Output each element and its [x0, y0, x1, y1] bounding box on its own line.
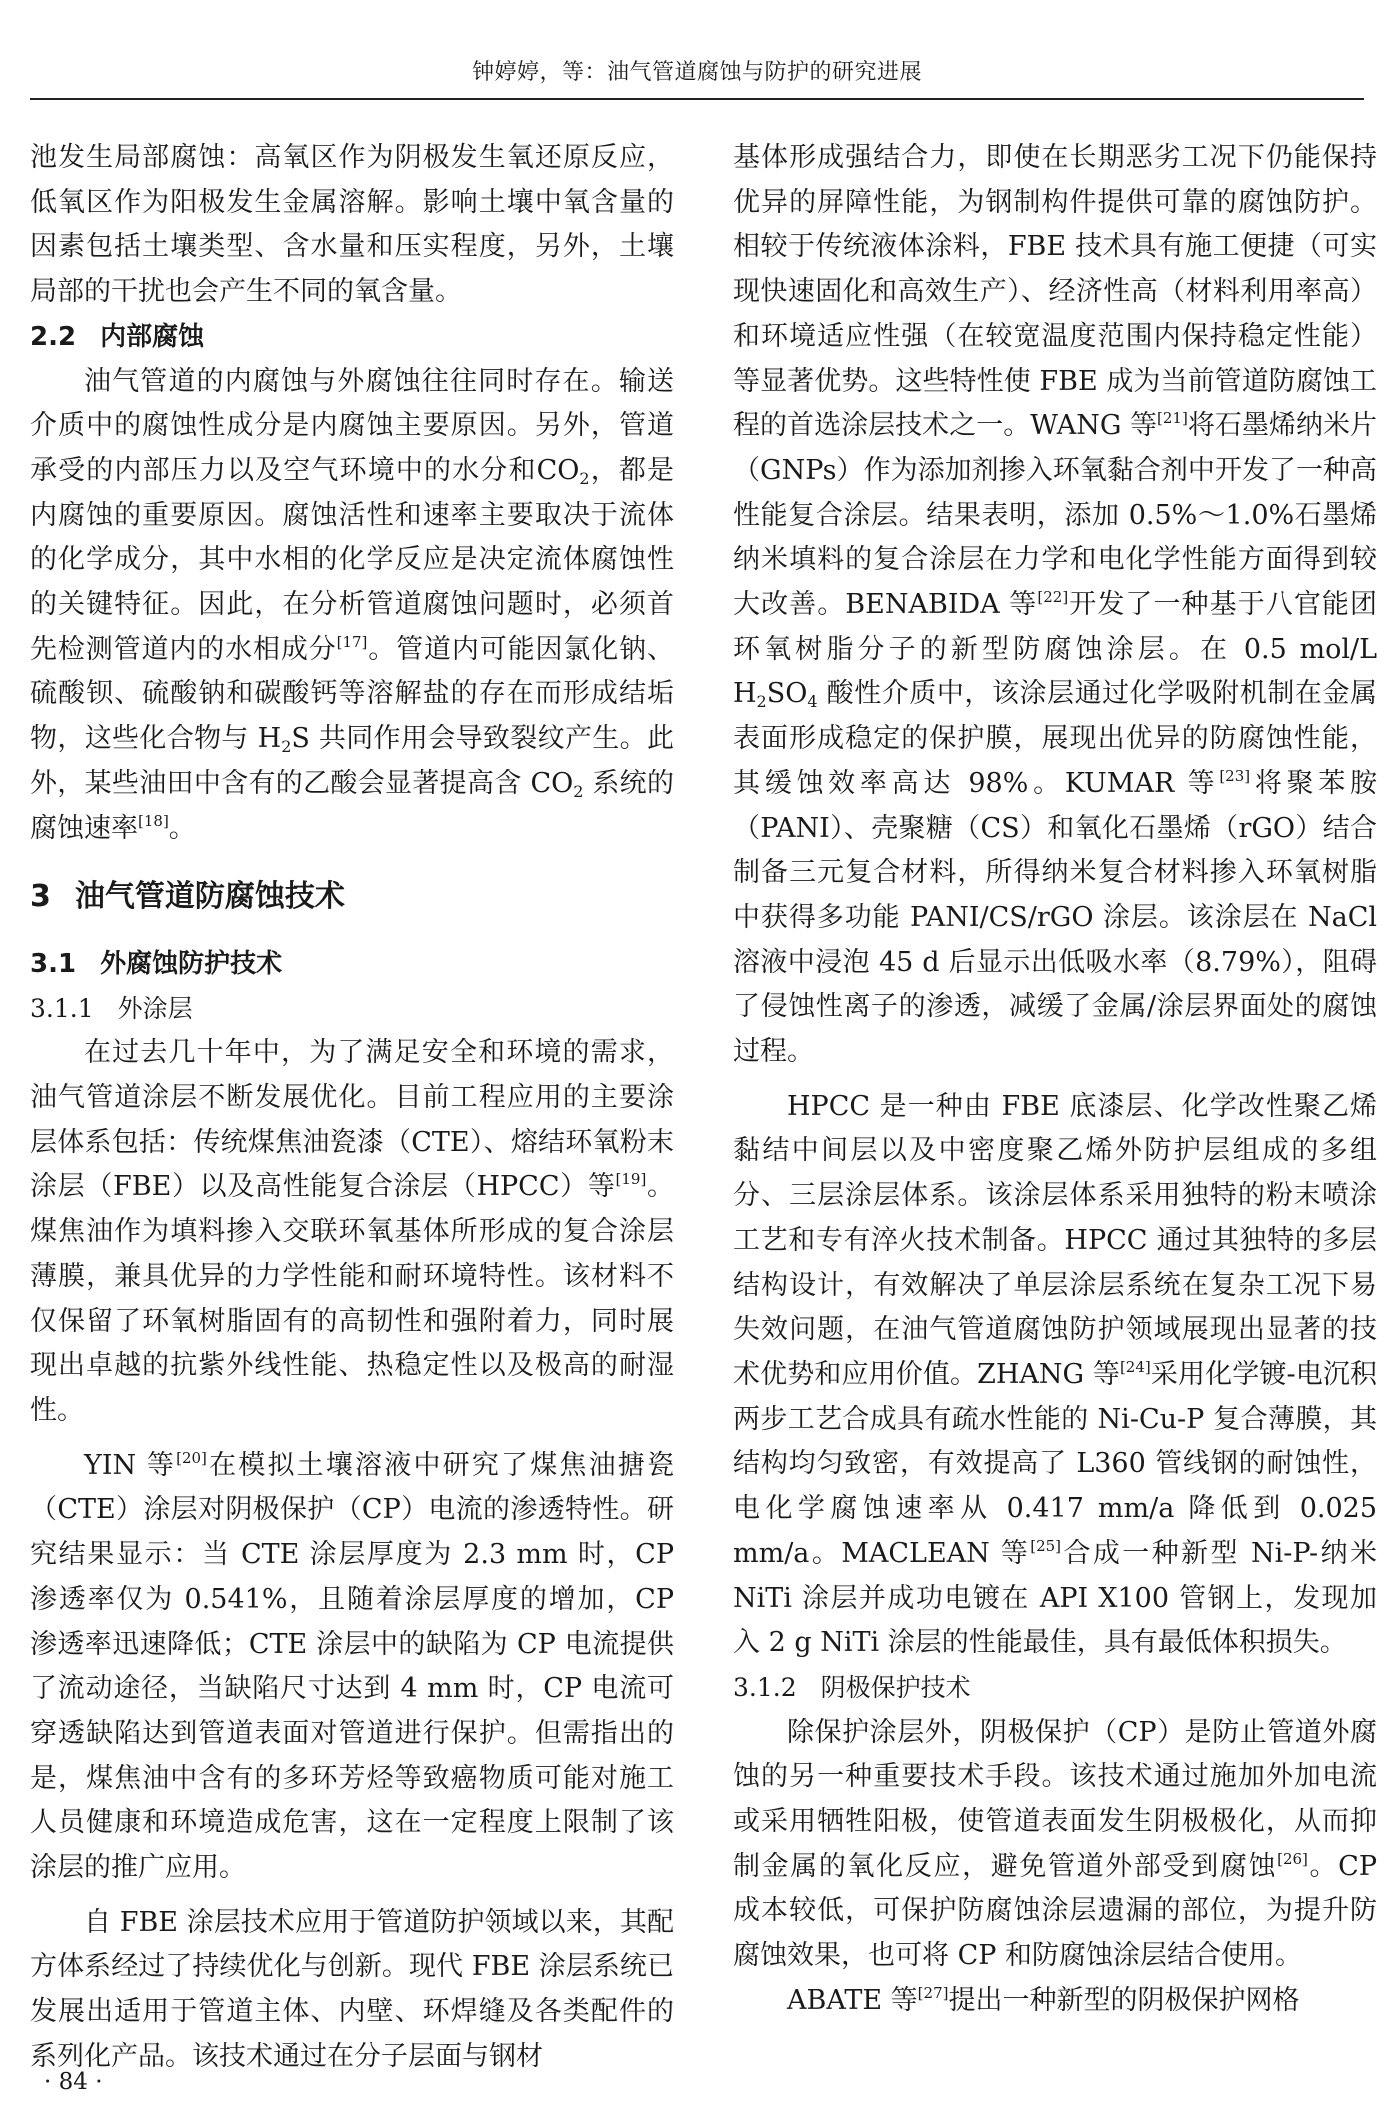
text-run: 在过去几十年中，为了满足安全和环境的需求，油气管道涂层不断发展优化。目前工程应用的主要涂层体系包括：传统煤焦油瓷漆（CTE）、熔结环氧粉末涂层（FBE）以及高性能复合涂层（HPCC）等 [30, 1037, 674, 1203]
citation-ref: [23] [1219, 766, 1251, 785]
section-heading-3 [30, 875, 674, 920]
text-run: 。管道内可能因氯化钠、硫酸钡、硫酸钠和碳酸钙等溶解盐的存在而形成结垢物，这些化合物与 H [30, 633, 675, 755]
subscript: 2 [756, 692, 767, 712]
section-heading-3-1-2 [733, 1666, 1377, 1711]
text-run: 提出一种新型的阴极保护网格 [948, 1984, 1300, 2016]
citation-ref: [25] [1030, 1536, 1062, 1555]
paragraph-gap [30, 1891, 674, 1901]
citation-ref: [20] [176, 1448, 207, 1467]
right-column [733, 136, 1377, 2024]
paragraph-abate [733, 1979, 1377, 2024]
paragraph-fbe-intro: 自 FBE 涂层技术应用于管道防护领域以来，其配方体系经过了持续优化与创新。现代 FBE 涂层系统已发展出适用于管道主体、内壁、环焊缝及各类配件的系列化产品。该技术通过在分子层面与钢材 [30, 1906, 674, 2072]
section-title: 外腐蚀防护技术 [100, 948, 283, 979]
paragraph-fbe-continued [733, 136, 1377, 1075]
section-number: 2.2 [30, 321, 77, 352]
citation-ref: [24] [1119, 1357, 1151, 1376]
text-run: SO [766, 678, 808, 710]
section-title: 油气管道防腐蚀技术 [74, 879, 345, 915]
citation-ref: [21] [1157, 409, 1188, 428]
text-run: YIN 等 [84, 1449, 177, 1481]
citation-ref: [18] [138, 811, 169, 830]
section-heading-2-2 [30, 315, 674, 360]
section-number: 3.1 [30, 948, 77, 979]
paragraph-hpcc [733, 1085, 1377, 1666]
subscript: 4 [807, 692, 818, 712]
text-run: 基体形成强结合力，即使在长期恶劣工况下仍能保持优异的屏障性能，为钢制构件提供可靠的腐蚀防护。相较于传统液体涂料，FBE 技术具有施工便捷（可实现快速固化和高效生产）、经济性高（材料利用率高）和环境适应性强（在较宽温度范围内保持稳定性能）等显著优势。这些特性使 FBE 成为当前管道防腐蚀工程的首选涂层技术之一。WANG 等 [733, 142, 1377, 442]
citation-ref: [17] [336, 632, 368, 651]
citation-ref: [22] [1037, 588, 1069, 607]
text-run: 。煤焦油作为填料掺入交联环氧基体所形成的复合涂层薄膜，兼具优异的力学性能和耐环境特性。该材料不仅保留了环氧树脂固有的高韧性和强附着力，同时展现出卓越的抗紫外线性能、热稳定性以及极高的耐湿性。 [30, 1171, 674, 1426]
text-run: 。CP 成本较低，可保护防腐蚀涂层遗漏的部位，为提升防腐蚀效果，也可将 CP 和防腐蚀涂层结合使用。 [733, 1850, 1378, 1972]
text-run: 。 [168, 812, 196, 844]
text-run: 除保护涂层外，阴极保护（CP）是防止管道外腐蚀的另一种重要技术手段。该技术通过施加外加电流或采用牺牲阳极，使管道表面发生阴极极化，从而抑制金属的氧化反应，避免管道外部受到腐蚀 [733, 1716, 1377, 1882]
section-heading-3-1-1 [30, 987, 674, 1032]
section-number: 3.1.1 [30, 993, 94, 1023]
text-run: 将聚苯胺（PANI）、壳聚糖（CS）和氧化石墨烯（rGO）结合制备三元复合材料，所得纳米复合材料掺入环氧树脂中获得多功能 PANI/CS/rGO 涂层。该涂层在 NaCl 溶液中浸泡 45 d 后显示出低吸水率（8.79%），阻碍了侵蚀性离子的渗透，减缓了金属/涂层界面处的腐蚀过程。 [733, 767, 1378, 1068]
subscript: 2 [573, 781, 584, 801]
section-number: 3.1.2 [733, 1672, 797, 1702]
header-rule [30, 98, 1364, 100]
section-heading-3-1 [30, 942, 674, 987]
left-column [30, 136, 674, 2080]
paragraph-cathodic-protection [733, 1711, 1377, 1979]
citation-ref: [19] [615, 1170, 647, 1189]
subscript: 2 [281, 737, 292, 757]
text-run: 将石墨烯纳米片（GNPs）作为添加剂掺入环氧黏合剂中开发了一种高性能复合涂层。结果表明，添加 0.5%～1.0%石墨烯纳米填料的复合涂层在力学和电化学性能方面得到较大改善。BENABIDA 等 [733, 410, 1378, 621]
paragraph-soil-oxygen: 池发生局部腐蚀：高氧区作为阴极发生氧还原反应，低氧区作为阳极发生金属溶解。影响土壤中氧含量的因素包括土壤类型、含水量和压实程度，另外，土壤局部的干扰也会产生不同的氧含量。 [30, 142, 674, 308]
paragraph-coating-systems [30, 1031, 674, 1433]
citation-ref: [27] [917, 1983, 949, 2002]
text-run: 开发了一种基于八官能团环氧树脂分子的新型防腐蚀涂层。在 0.5 mol/L H [733, 589, 1378, 710]
text-run: 系统的腐蚀速率 [30, 767, 674, 844]
running-head-title: 钟婷婷，等：油气管道腐蚀与防护的研究进展 [471, 60, 922, 85]
text-run: S 共同作用会导致裂纹产生。此外，某些油田中含有的乙酸会显著提高含 CO [30, 723, 674, 799]
section-title: 外涂层 [117, 993, 193, 1023]
paragraph-internal-corrosion [30, 360, 674, 852]
citation-ref: [26] [1277, 1849, 1308, 1868]
section-number: 3 [30, 879, 51, 915]
text-run: 酸性介质中，该涂层通过化学吸附机制在金属表面形成稳定的保护膜，展现出优异的防腐蚀性能，其缓蚀效率高达 98%。KUMAR 等 [733, 678, 1377, 799]
paragraph-yin-study [30, 1444, 674, 1891]
text-run: 油气管道的内腐蚀与外腐蚀往往同时存在。输送介质中的腐蚀性成分是内腐蚀主要原因。另外，管道承受的内部压力以及空气环境中的水分和CO [30, 365, 674, 486]
text-run: HPCC 是一种由 FBE 底漆层、化学改性聚乙烯黏结中间层以及中密度聚乙烯外防护层组成的多组分、三层涂层体系。该涂层体系采用独特的粉末喷涂工艺和专有淬火技术制备。HPCC 通过其独特的多层结构设计，有效解决了单层涂层系统在复杂工况下易失效问题，在油气管道腐蚀防护领域展现出显著的技术优势和应用价值。ZHANG 等 [733, 1090, 1377, 1390]
text-run: 采用化学镀-电沉积两步工艺合成具有疏水性能的 Ni-Cu-P 复合薄膜，其结构均匀致密，有效提高了 L360 管线钢的耐蚀性，电化学腐蚀速率从 0.417 mm/a 降低到 0.025 mm/a。MACLEAN 等 [733, 1358, 1377, 1569]
section-title: 内部腐蚀 [100, 321, 205, 352]
paragraph-gap [733, 1075, 1377, 1085]
text-run: 在模拟土壤溶液中研究了煤焦油搪瓷（CTE）涂层对阴极保护（CP）电流的渗透特性。研究结果显示：当 CTE 涂层厚度为 2.3 mm 时，CP 渗透率仅为 0.541%，且随着涂层厚度的增加，CP 渗透率迅速降低；CTE 涂层中的缺陷为 CP 电流提供了流动途径，当缺陷尺寸达到 4 mm 时，CP 电流可穿透缺陷达到管道表面对管道进行保护。但需指出的是，煤焦油中含有的多环芳烃等致癌物质可能对施工人员健康和环境造成危害，这在一定程度上限制了该涂层的推广应用。 [30, 1449, 675, 1884]
paragraph-gap [30, 1434, 674, 1444]
subscript: 2 [579, 468, 590, 488]
text-run: ，都是内腐蚀的重要原因。腐蚀活性和速率主要取决于流体的化学成分，其中水相的化学反应是决定流体腐蚀性的关键特征。因此，在分析管道腐蚀问题时，必须首先检测管道内的水相成分 [30, 454, 675, 665]
text-run: ABATE 等 [787, 1984, 918, 2016]
section-title: 阴极保护技术 [820, 1672, 971, 1702]
page-number: · 84 · [44, 2069, 103, 2095]
text-run: 合成一种新型 Ni-P-纳米 NiTi 涂层并成功电镀在 API X100 管钢上，发现加入 2 g NiTi 涂层的性能最佳，具有最低体积损失。 [733, 1537, 1377, 1659]
